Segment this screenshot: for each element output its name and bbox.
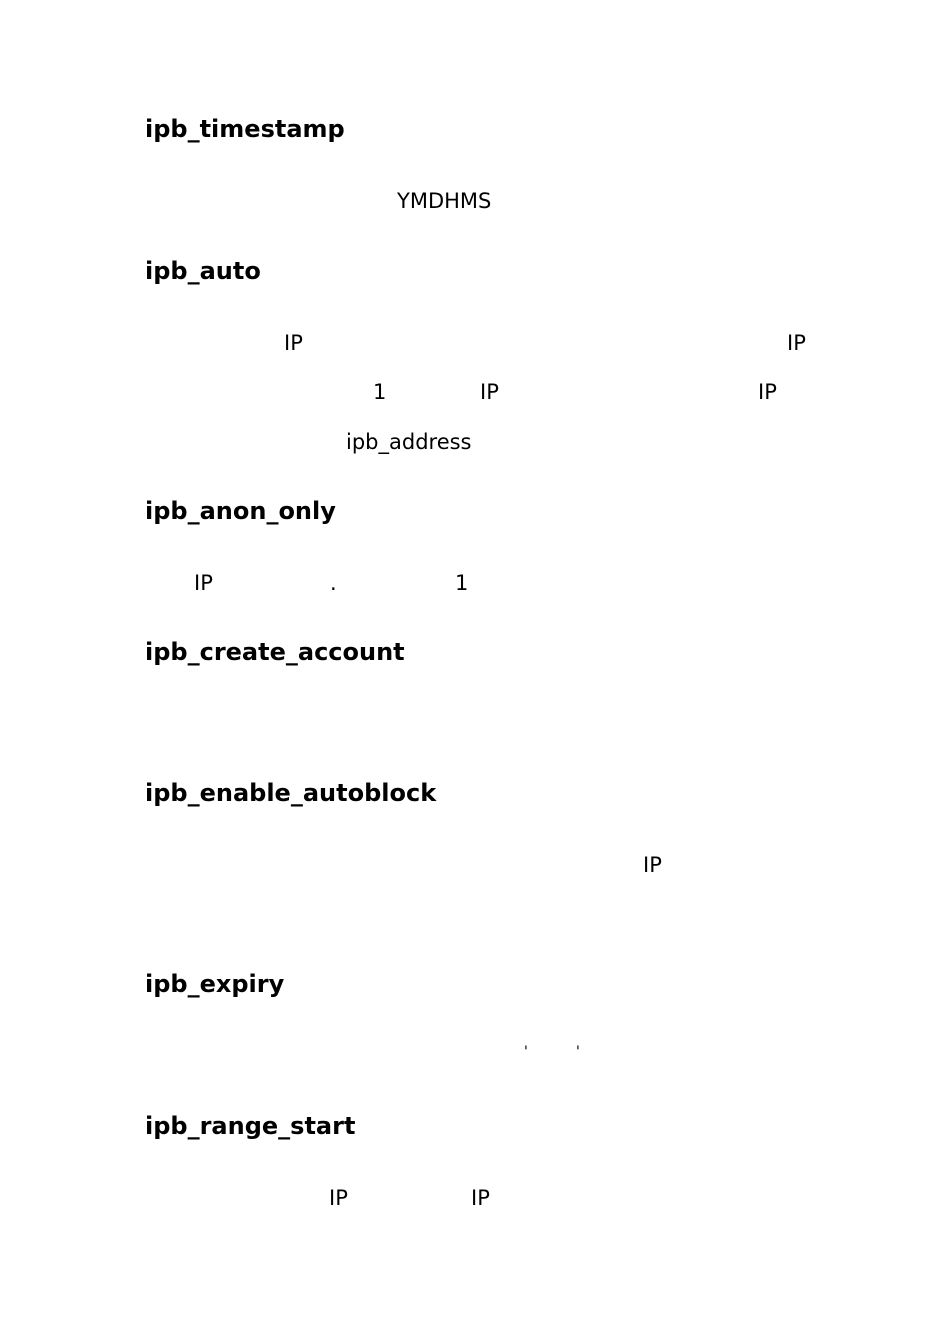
body-text-fragment: IP [480,380,499,404]
body-text-fragment: ipb_address [346,430,472,454]
section-heading-expiry: ipb_expiry [145,970,285,998]
body-text-fragment: 1 [373,380,387,404]
section-heading-anon-only: ipb_anon_only [145,497,336,525]
body-text-fragment: IP [329,1186,348,1210]
section-heading-create-account: ipb_create_account [145,638,405,666]
body-text-fragment: IP [471,1186,490,1210]
body-text-fragment: IP [787,331,806,355]
section-heading-range-start: ipb_range_start [145,1112,356,1140]
section-heading-auto: ipb_auto [145,257,261,285]
body-text-fragment: IP [758,380,777,404]
section-heading-enable-autoblock: ipb_enable_autoblock [145,779,437,807]
body-text-fragment: YMDHMS [397,189,492,213]
section-heading-timestamp: ipb_timestamp [145,115,345,143]
body-text-fragment: IP [284,331,303,355]
body-text-fragment: IP [194,571,213,595]
quote-mark: ' [576,1044,580,1060]
body-text-fragment: 1 [455,571,469,595]
quote-mark: ' [524,1044,528,1060]
body-text-fragment: IP [643,853,662,877]
body-text-fragment: . [330,571,337,595]
